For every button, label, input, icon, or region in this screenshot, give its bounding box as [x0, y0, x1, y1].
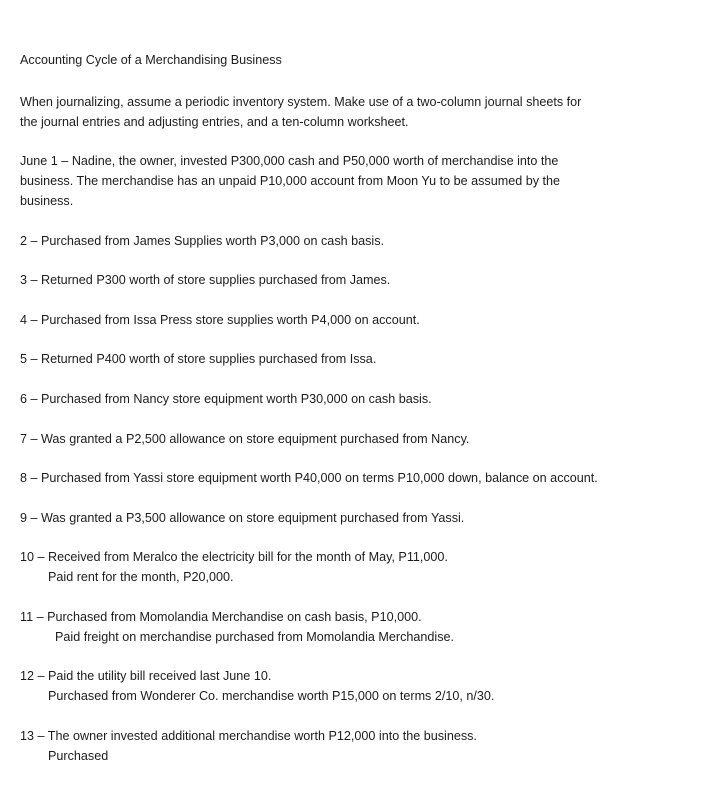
entry-june-2: 2 – Purchased from James Supplies worth P3,000 on cash basis. [20, 234, 385, 248]
june1-line-1: June 1 – Nadine, the owner, invested P300,000 cash and P50,000 worth of merchandise into the [20, 154, 559, 168]
entry-june-5: 5 – Returned P400 worth of store supplies purchased from Issa. [20, 352, 377, 366]
entry-june-9: 9 – Was granted a P3,500 allowance on store equipment purchased from Yassi. [20, 511, 465, 525]
document-title: Accounting Cycle of a Merchandising Business [20, 53, 282, 67]
entry-june-6: 6 – Purchased from Nancy store equipment worth P30,000 on cash basis. [20, 392, 432, 406]
june1-line-2: business. The merchandise has an unpaid P10,000 account from Moon Yu to be assumed by the [20, 174, 561, 188]
entry-june-7: 7 – Was granted a P2,500 allowance on store equipment purchased from Nancy. [20, 432, 470, 446]
entry-june-4: 4 – Purchased from Issa Press store supplies worth P4,000 on account. [20, 313, 420, 327]
entry-june-10-line-2: Paid rent for the month, P20,000. [48, 570, 234, 584]
entry-june-12-line-1: 12 – Paid the utility bill received last June 10. [20, 669, 272, 683]
entry-june-8: 8 – Purchased from Yassi store equipment worth P40,000 on terms P10,000 down, balance on account. [20, 471, 598, 485]
instructions-line-1: When journalizing, assume a periodic inventory system. Make use of a two-column journal sheets for [20, 95, 582, 109]
entry-june-3: 3 – Returned P300 worth of store supplies purchased from James. [20, 273, 391, 287]
entry-june-13-line-1: 13 – The owner invested additional merchandise worth P12,000 into the business. [20, 729, 477, 743]
entry-june-13-line-2: Purchased [48, 749, 109, 763]
entry-june-11-line-1: 11 – Purchased from Momolandia Merchandise on cash basis, P10,000. [20, 610, 422, 624]
entry-june-12-line-2: Purchased from Wonderer Co. merchandise worth P15,000 on terms 2/10, n/30. [48, 689, 495, 703]
instructions-line-2: the journal entries and adjusting entries, and a ten-column worksheet. [20, 115, 409, 129]
entry-june-11-line-2: Paid freight on merchandise purchased from Momolandia Merchandise. [55, 630, 455, 644]
entry-june-10-line-1: 10 – Received from Meralco the electricity bill for the month of May, P11,000. [20, 550, 448, 564]
june1-line-3: business. [20, 194, 74, 208]
